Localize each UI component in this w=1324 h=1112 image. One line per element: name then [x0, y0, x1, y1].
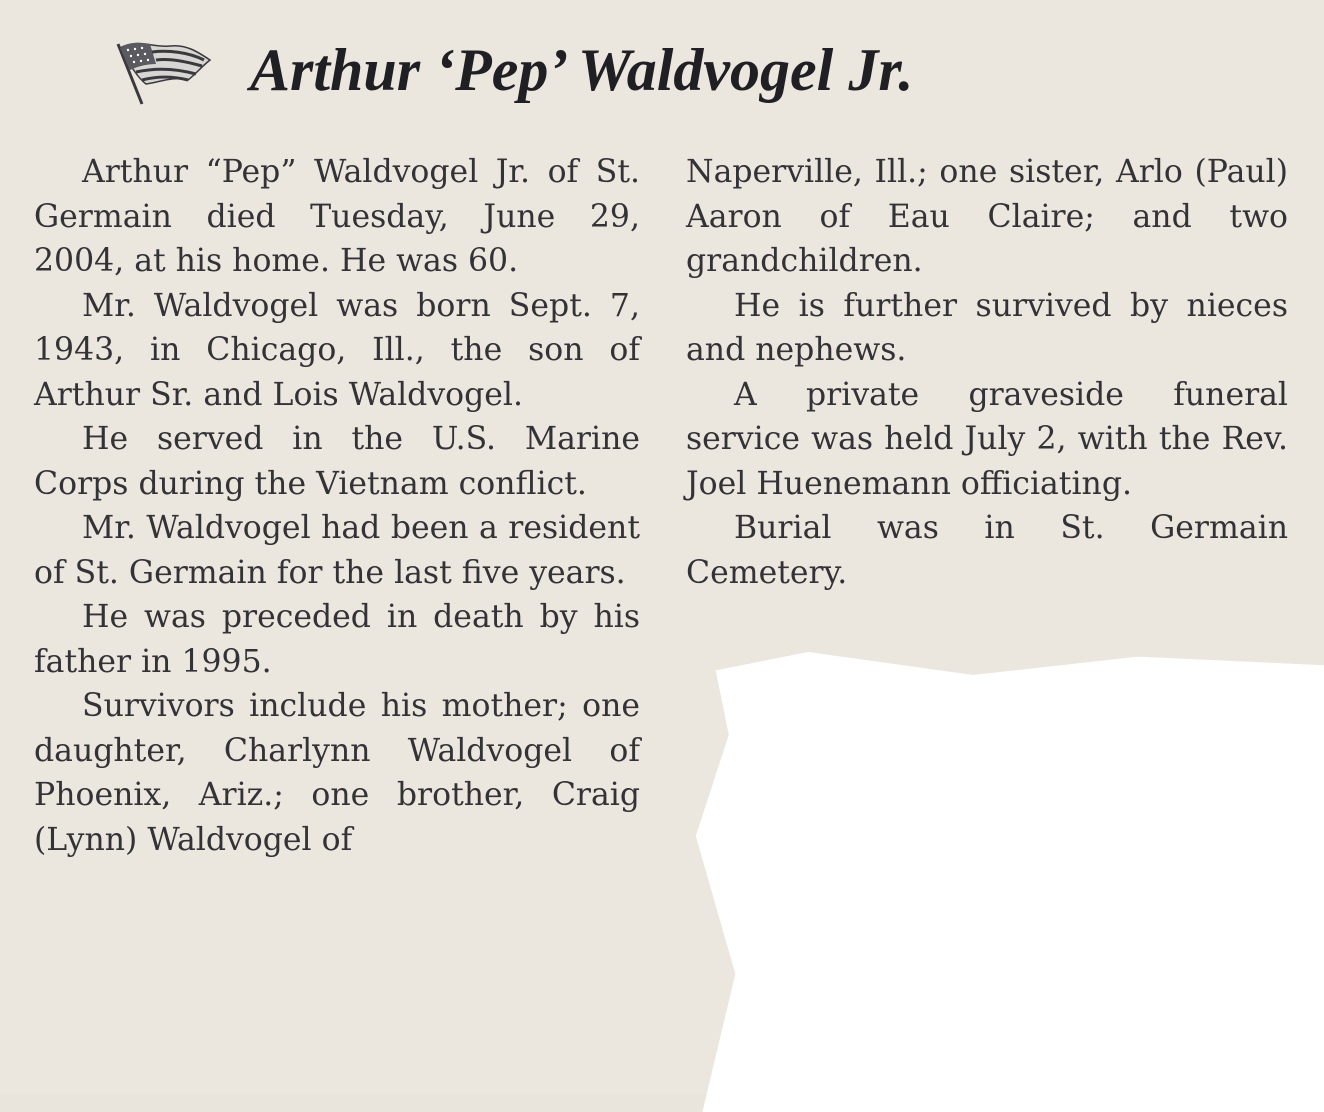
paragraph-further-survived: He is further survived by nieces and nephews.	[686, 287, 1288, 368]
american-flag-icon	[108, 34, 212, 106]
right-column	[686, 150, 1288, 595]
torn-blank-area	[676, 652, 1324, 1112]
obituary-headline: Arthur ‘Pep’ Waldvogel Jr.	[250, 37, 914, 103]
left-column	[34, 150, 640, 862]
paragraph-funeral-service: A private graveside funeral service was held July 2, with the Rev. Joel Huenemann officiating.	[686, 376, 1288, 502]
paragraph-death-notice: Arthur “Pep” Waldvogel Jr. of St. Germain died Tuesday, June 29, 2004, at his home. He was 60.	[34, 154, 640, 279]
paragraph-survivors-continued: Naperville, Ill.; one sister, Arlo (Paul) Aaron of Eau Claire; and two grandchildren.	[686, 154, 1288, 279]
obituary-header	[100, 28, 1100, 118]
paragraph-birth: Mr. Waldvogel was born Sept. 7, 1943, in Chicago, Ill., the son of Arthur Sr. and Lois Waldvogel.	[34, 287, 640, 413]
paragraph-preceded-in-death: He was preceded in death by his father in 1995.	[34, 599, 640, 680]
paragraph-military-service: He served in the U.S. Marine Corps during the Vietnam conflict.	[34, 421, 640, 502]
paragraph-residence: Mr. Waldvogel had been a resident of St. Germain for the last five years.	[34, 510, 640, 591]
paragraph-survivors: Survivors include his mother; one daughter, Charlynn Waldvogel of Phoenix, Ariz.; one brother, Craig (Lynn) Waldvogel of	[34, 688, 640, 858]
paragraph-burial: Burial was in St. Germain Cemetery.	[686, 510, 1288, 591]
